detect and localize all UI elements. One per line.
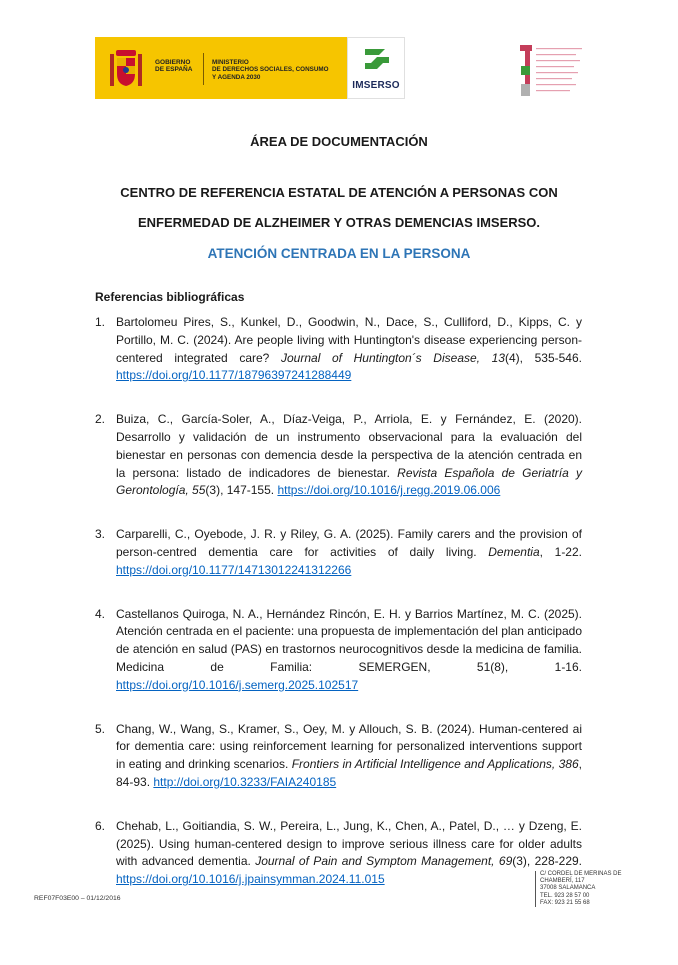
reference-item — [95, 721, 582, 792]
reference-journal: Journal of Huntington´s Disease, 13 — [281, 350, 505, 365]
reference-text: Chehab, L., Goitiandia, S. W., Pereira, L., Jung, K., Chen, A., Patel, D., … y Dzeng, E. (2025). Using human-centered design to improve serious illness care for older adults with advanced dementia. — [116, 818, 582, 869]
reference-text: Bartolomeu Pires, S., Kunkel, D., Goodwin, N., Dace, S., Culliford, D., Kipps, C. y Portillo, M. C. (2024). Are people living with Huntington's disease experiencing person-centered integrated care? — [116, 315, 582, 365]
reference-number: 4. — [95, 606, 106, 621]
reference-journal: Frontiers in Artificial Intelligence and Applications, 386 — [291, 757, 579, 772]
reference-details: (4), 535-546. — [504, 350, 582, 365]
address-line: 37008 SALAMANCA — [540, 885, 596, 892]
center-title-line: ENFERMEDAD DE ALZHEIMER Y OTRAS DEMENCIAS IMSERSO. — [137, 215, 541, 230]
reference-doi-link[interactable]: https://doi.org/10.1016/j.jpainsymman.2024.11.015 — [116, 872, 385, 887]
references-heading: Referencias bibliográficas — [95, 290, 245, 304]
references-list — [95, 314, 582, 889]
reference-details: , 1-22. — [539, 544, 582, 559]
reference-text: Castellanos Quiroga, N. A., Hernández Rincón, E. H. y Barrios Martínez, M. C. (2025). Atención centrada en el paciente: una propuesta de implementación del plan anticipado de atención en salud (PAS) en trastornos neurocognitivos desde la medicina de familia. Medicina de Familia: SEMERGEN, 51(8), 1-16. — [116, 606, 582, 674]
imserso-emblem-icon — [361, 45, 393, 73]
imserso-logo — [347, 37, 405, 99]
topic-title: ATENCIÓN CENTRADA EN LA PERSONA — [207, 246, 471, 261]
reference-doi-link[interactable]: https://doi.org/10.1177/18796397241288449 — [116, 368, 352, 383]
address-line: CHAMBERÍ, 117 — [540, 878, 585, 885]
ministry-line: MINISTERIO — [212, 59, 249, 66]
reference-number: 1. — [95, 315, 106, 329]
ministry-line: Y AGENDA 2030 — [212, 73, 261, 81]
address-line: C/ CORDEL DE MERINAS DE — [540, 871, 622, 877]
area-title: ÁREA DE DOCUMENTACIÓN — [250, 134, 428, 149]
reference-journal: Dementia — [488, 544, 540, 559]
reference-item — [95, 526, 582, 579]
reference-number: 3. — [95, 527, 106, 542]
reference-text: Chang, W., Wang, S., Kramer, S., Oey, M. y Allouch, S. B. (2024). Human-centered ai for dementia care: using reinforcement learning for personalized interventions support in eating and drinking scenarios. — [116, 721, 582, 772]
phone-line: TEL. 923 28 57 00 — [540, 892, 590, 899]
reference-details: , 84-93. — [116, 757, 582, 789]
imserso-wordmark: IMSERSO — [352, 80, 400, 91]
reference-doi-link[interactable]: https://doi.org/10.1177/14713012241312266 — [116, 562, 352, 577]
reference-item — [95, 606, 582, 695]
reference-details: (3), 228-229. — [512, 854, 582, 869]
ministry-line: DE DERECHOS SOCIALES, CONSUMO — [212, 66, 329, 74]
coat-of-arms-icon — [107, 48, 145, 90]
reference-journal: Journal of Pain and Symptom Management, 69 — [255, 854, 513, 869]
cre-alzheimer-logo-icon — [518, 42, 586, 100]
reference-journal: Revista Española de Geriatría y Gerontología, 55 — [116, 465, 582, 498]
reference-text: Buiza, C., García-Soler, A., Díaz-Veiga, P., Arriola, E. y Fernández, E. (2020). Desarrollo y validación de un instrumento observacional para la evaluación del bienestar en personas con demencia desde la perspectiva de la atención centrada en la persona: listado de indicadores de bienestar. — [116, 412, 582, 480]
reference-number: 2. — [95, 412, 106, 427]
reference-number: 5. — [95, 721, 106, 736]
reference-doi-link[interactable]: https://doi.org/10.1016/j.regg.2019.06.006 — [277, 483, 501, 498]
reference-text: Carparelli, C., Oyebode, J. R. y Riley, G. A. (2025). Family carers and the provision of person-centred dementia care for activities of daily living. — [116, 527, 582, 559]
center-title — [0, 178, 678, 238]
gov-line: DE ESPAÑA — [155, 66, 193, 74]
reference-doi-link[interactable]: https://doi.org/10.1016/j.semerg.2025.102517 — [116, 677, 359, 692]
reference-item — [95, 818, 582, 889]
document-code: REF07F03E00 – 01/12/2016 — [34, 895, 121, 902]
government-name — [155, 59, 192, 74]
divider — [203, 53, 204, 85]
ministry-name — [212, 59, 342, 81]
reference-details: (3), 147-155. — [205, 483, 278, 498]
center-title-line: CENTRO DE REFERENCIA ESTATAL DE ATENCIÓN A PERSONAS CON — [120, 185, 558, 200]
gov-line: GOBIERNO — [155, 59, 191, 66]
government-logo-banner — [95, 37, 347, 99]
reference-item — [95, 411, 582, 500]
address-block — [535, 871, 621, 907]
reference-doi-link[interactable]: http://doi.org/10.3233/FAIA240185 — [153, 774, 337, 789]
reference-number: 6. — [95, 818, 106, 833]
fax-line: FAX: 923 21 55 68 — [540, 899, 590, 906]
reference-item — [95, 314, 582, 385]
